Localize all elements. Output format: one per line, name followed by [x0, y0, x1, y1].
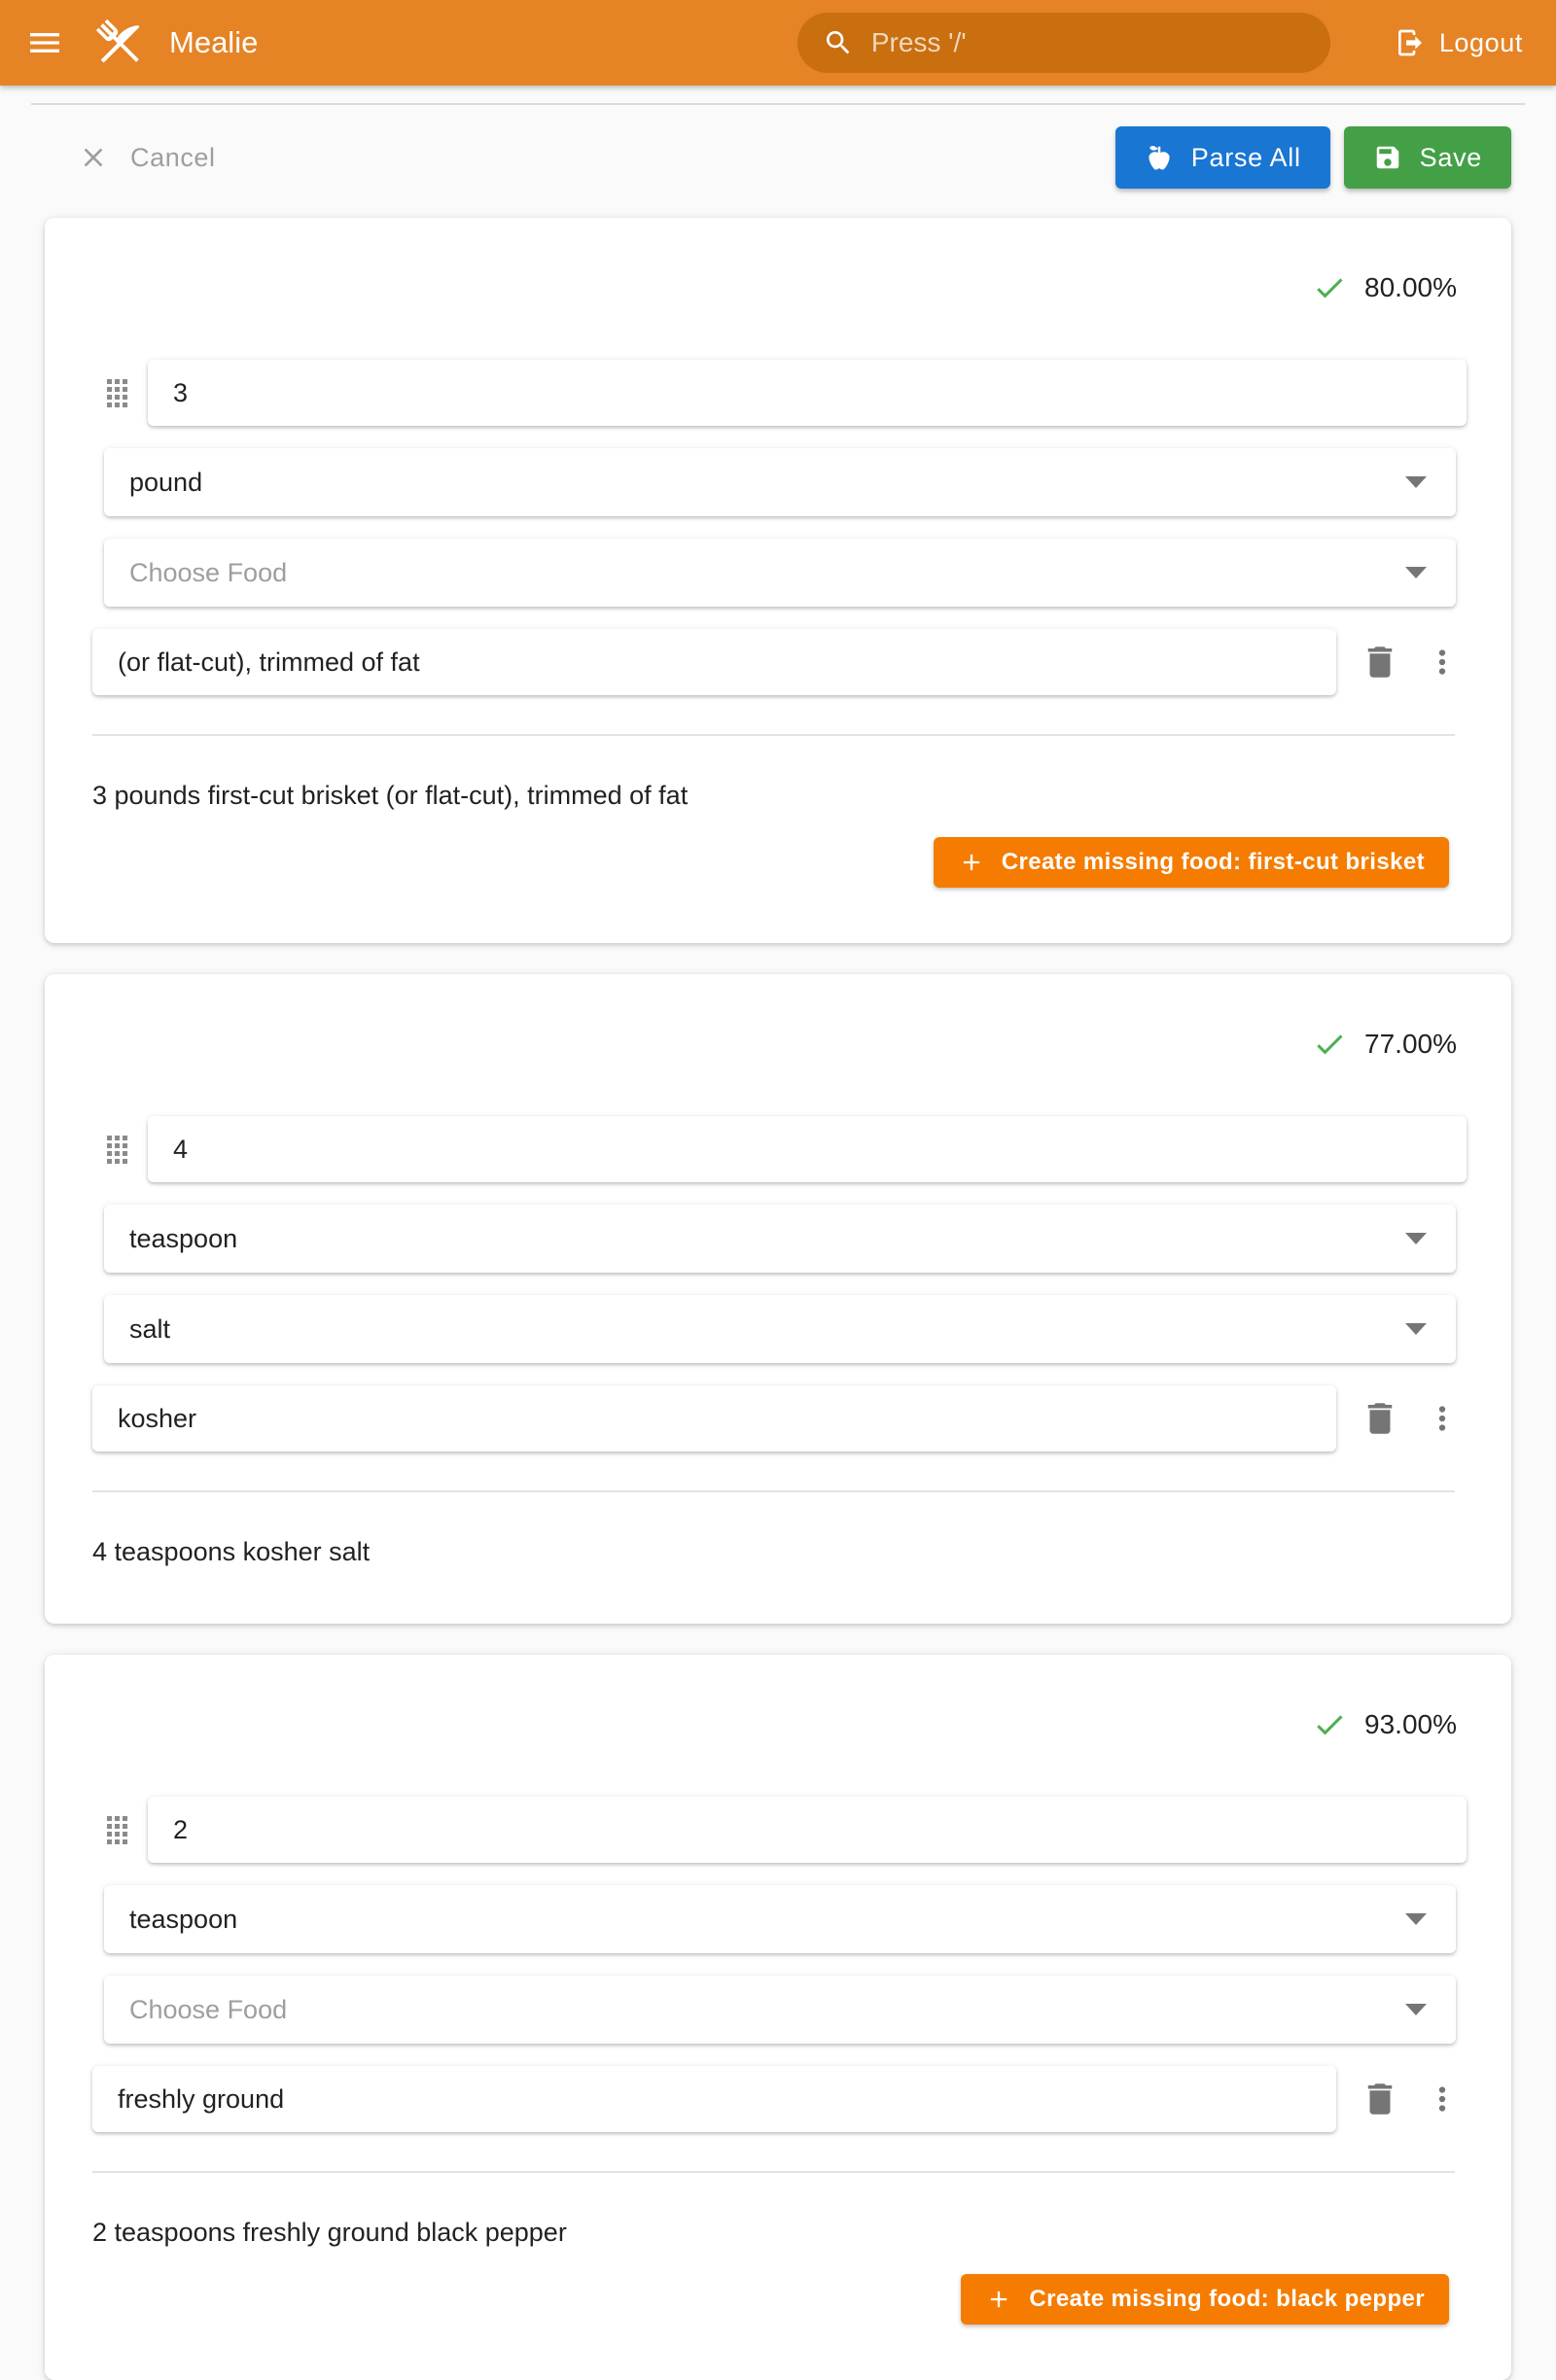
- confidence-row: [90, 1707, 1457, 1742]
- unit-select[interactable]: [104, 1205, 1456, 1273]
- save-label: Save: [1419, 142, 1482, 172]
- confidence-value: 77.00%: [1364, 1029, 1457, 1059]
- more-options-button[interactable]: [1424, 1400, 1461, 1437]
- original-ingredient-text: 3 pounds first-cut brisket (or flat-cut), trimmed of fat: [92, 781, 689, 810]
- unit-select-value: pound: [129, 467, 203, 497]
- unit-select-value: teaspoon: [129, 1223, 238, 1253]
- plus-icon: [958, 849, 985, 876]
- ingredient-card: [45, 1655, 1511, 2380]
- parse-all-label: Parse All: [1190, 142, 1301, 172]
- menu-icon[interactable]: [25, 23, 64, 62]
- save-button[interactable]: [1344, 126, 1511, 189]
- card-divider: [92, 1490, 1455, 1492]
- logout-button[interactable]: [1395, 27, 1523, 58]
- create-missing-food-button[interactable]: [934, 837, 1449, 888]
- delete-ingredient-button[interactable]: [1360, 2079, 1400, 2119]
- confidence-value: 80.00%: [1364, 272, 1457, 302]
- drag-handle-icon[interactable]: [107, 1816, 127, 1844]
- close-icon: [78, 142, 109, 173]
- note-row: [92, 629, 1461, 695]
- quantity-row: [107, 1797, 1467, 1863]
- delete-ingredient-button[interactable]: [1360, 1398, 1400, 1439]
- search-bar[interactable]: [797, 13, 1330, 73]
- note-input[interactable]: [92, 1385, 1336, 1452]
- ingredient-card-list: [0, 189, 1556, 2380]
- confidence-value: 93.00%: [1364, 1709, 1457, 1739]
- chevron-down-icon: [1405, 2004, 1427, 2015]
- drag-handle-icon[interactable]: [107, 379, 127, 407]
- quantity-row: [107, 360, 1467, 426]
- delete-ingredient-button[interactable]: [1360, 642, 1400, 682]
- ingredient-card: [45, 974, 1511, 1624]
- missing-food-row: [90, 837, 1449, 888]
- unit-select[interactable]: [104, 1885, 1456, 1953]
- create-missing-food-button[interactable]: [961, 2274, 1449, 2325]
- app-title: Mealie: [169, 25, 259, 59]
- fork-knife-logo: [91, 15, 148, 71]
- food-select[interactable]: [104, 1295, 1456, 1363]
- note-row: [92, 2066, 1461, 2132]
- quantity-input[interactable]: [148, 1797, 1467, 1863]
- save-icon: [1373, 143, 1402, 172]
- cancel-label: Cancel: [130, 142, 216, 172]
- parse-all-button[interactable]: [1115, 126, 1330, 189]
- confidence-row: [90, 1027, 1457, 1062]
- card-divider: [92, 2171, 1455, 2173]
- apple-icon: [1145, 143, 1174, 172]
- check-icon: [1312, 1027, 1347, 1062]
- missing-food-row: [90, 2274, 1449, 2325]
- food-select-value: Choose Food: [129, 557, 288, 587]
- check-icon: [1312, 270, 1347, 305]
- more-options-button[interactable]: [1424, 644, 1461, 681]
- search-icon: [823, 27, 854, 58]
- food-select-value: salt: [129, 1313, 171, 1344]
- chevron-down-icon: [1405, 1913, 1427, 1925]
- drag-handle-icon[interactable]: [107, 1136, 127, 1164]
- note-input[interactable]: [92, 2066, 1336, 2132]
- logout-label: Logout: [1438, 27, 1523, 57]
- logout-icon: [1395, 27, 1426, 58]
- unit-select-value: teaspoon: [129, 1904, 238, 1934]
- unit-select[interactable]: [104, 448, 1456, 516]
- card-divider: [92, 734, 1455, 736]
- cancel-button[interactable]: [78, 142, 216, 173]
- ingredient-card: [45, 218, 1511, 943]
- quantity-row: [107, 1116, 1467, 1182]
- missing-food-label: Create missing food: black pepper: [1029, 2286, 1425, 2312]
- chevron-down-icon: [1405, 1233, 1427, 1244]
- original-ingredient-text: 2 teaspoons freshly ground black pepper: [92, 2218, 567, 2247]
- food-select[interactable]: [104, 539, 1456, 607]
- note-row: [92, 1385, 1461, 1452]
- quantity-input[interactable]: [148, 360, 1467, 426]
- search-input[interactable]: [869, 26, 1305, 59]
- chevron-down-icon: [1405, 1323, 1427, 1335]
- food-select[interactable]: [104, 1976, 1456, 2044]
- note-input[interactable]: [92, 629, 1336, 695]
- confidence-row: [90, 270, 1457, 305]
- app-bar: [0, 0, 1556, 86]
- editor-toolbar: [0, 105, 1556, 189]
- chevron-down-icon: [1405, 567, 1427, 578]
- more-options-button[interactable]: [1424, 2081, 1461, 2118]
- check-icon: [1312, 1707, 1347, 1742]
- chevron-down-icon: [1405, 476, 1427, 488]
- food-select-value: Choose Food: [129, 1994, 288, 2024]
- missing-food-label: Create missing food: first-cut brisket: [1001, 849, 1425, 875]
- plus-icon: [985, 2286, 1012, 2313]
- original-ingredient-text: 4 teaspoons kosher salt: [92, 1537, 371, 1566]
- quantity-input[interactable]: [148, 1116, 1467, 1182]
